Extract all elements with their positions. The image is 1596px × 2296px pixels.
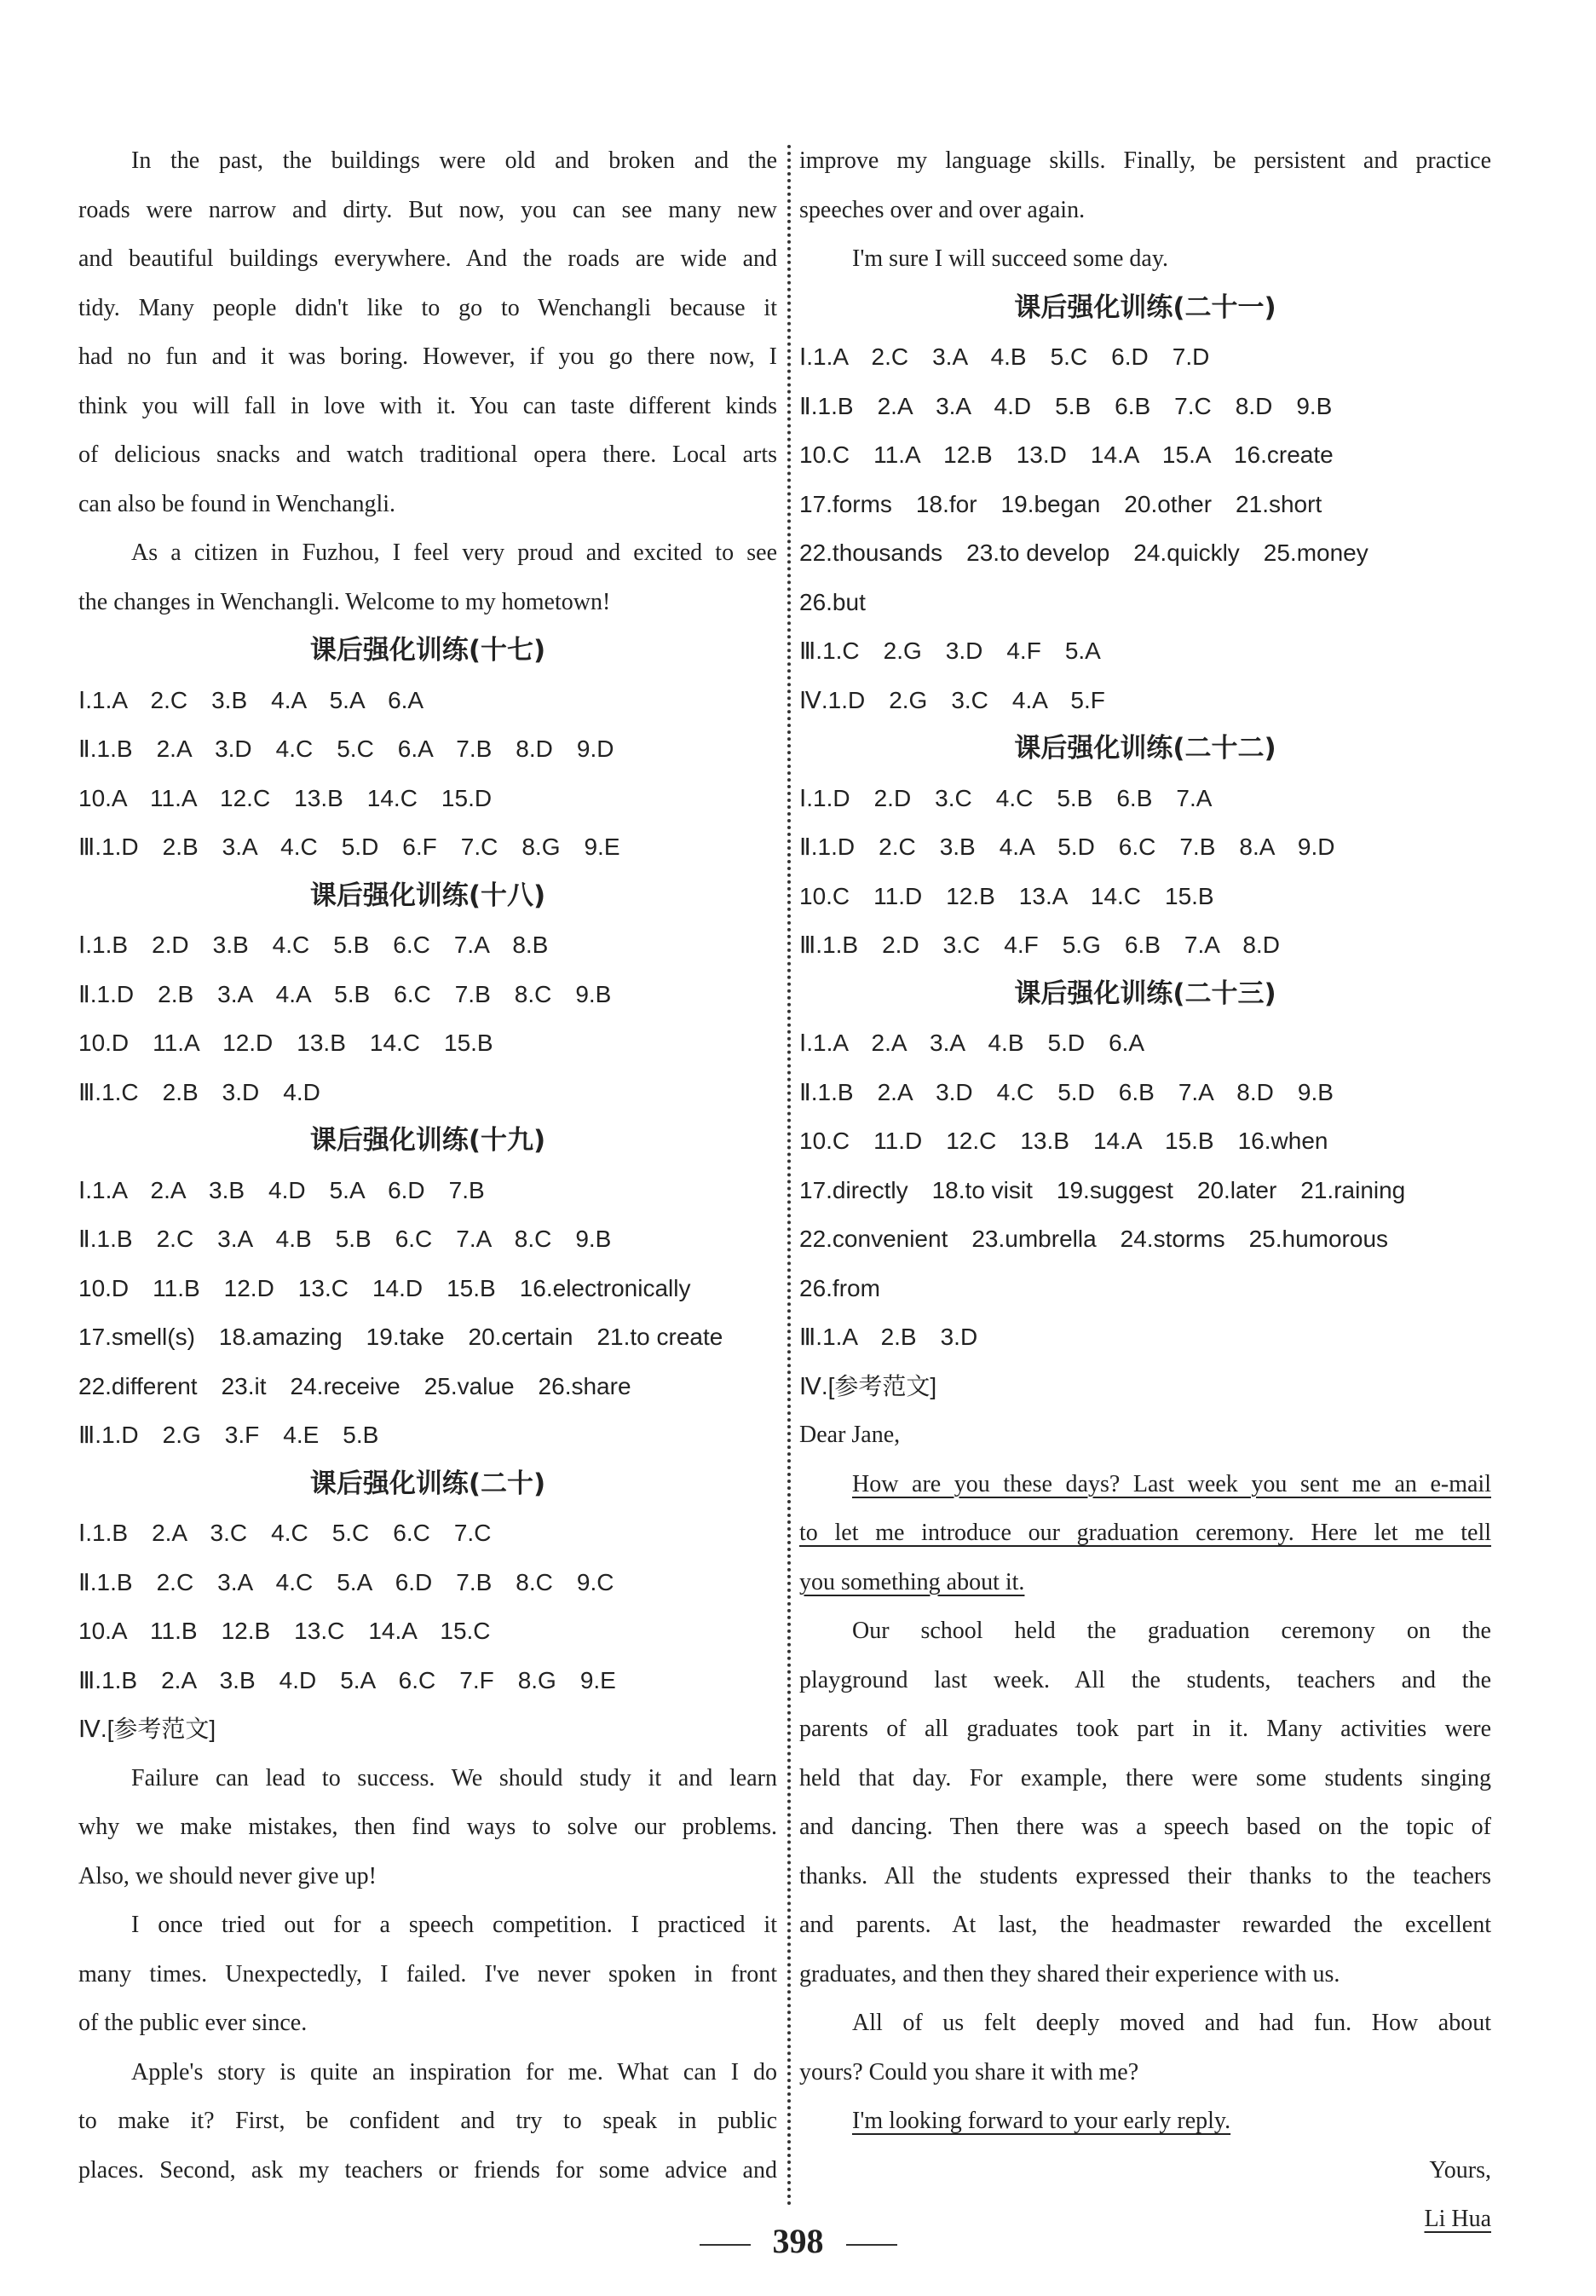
answer-row: Ⅰ.1.A 2.A 3.B 4.D 5.A 6.D 7.B [78, 1176, 485, 1203]
footer-dash [700, 2244, 751, 2246]
letter-line: and dancing. Then there was a speech based on the topic of [799, 1814, 1491, 1840]
answer-row: Ⅲ.1.D 2.B 3.A 4.C 5.D 6.F 7.C 8.G 9.E [78, 834, 620, 860]
answer-row: Ⅰ.1.B 2.A 3.C 4.C 5.C 6.C 7.C [78, 1520, 492, 1546]
answer-row: Ⅲ.1.C 2.B 3.D 4.D [78, 1078, 320, 1105]
letter [799, 1410, 1491, 2244]
page-number: 398 [772, 2222, 824, 2260]
text-line: of the public ever since. [78, 2010, 308, 2036]
text-line: Apple's story is quite an inspiration for me. What can I do [131, 2058, 777, 2085]
text-line: I once tried out for a speech competition. I practiced it [131, 1912, 777, 1938]
letter-line: to let me introduce our graduation ceremony. Here let me tell [799, 1520, 1491, 1546]
essay-hometown [78, 136, 777, 626]
letter-line: Our school held the graduation ceremony on the [852, 1618, 1491, 1644]
text-line: think you will fall in love with it. You can taste different kinds [78, 392, 777, 419]
answer-row: 10.C 11.A 12.B 13.D 14.A 15.A 16.create [799, 441, 1334, 468]
letter-line: yours? Could you share it with me? [799, 2058, 1139, 2085]
text-line: speeches over and over again. [799, 196, 1086, 223]
answer-row: 22.convenient 23.umbrella 24.storms 25.humorous [799, 1226, 1389, 1252]
answer-row: Ⅲ.1.B 2.D 3.C 4.F 5.G 6.B 7.A 8.D [799, 932, 1280, 958]
text-line: and beautiful buildings everywhere. And the roads are wide and [78, 245, 777, 272]
answer-row: 26.but [799, 588, 866, 615]
section-title: 课后强化训练(十九) [309, 1125, 546, 1156]
letter-greeting: Dear Jane, [799, 1422, 901, 1448]
text-line: to make it? First, be confident and try to speak in public [78, 2108, 777, 2134]
answer-row: Ⅱ.1.B 2.C 3.A 4.B 5.B 6.C 7.A 8.C 9.B [78, 1226, 612, 1252]
answer-row: Ⅰ.1.A 2.C 3.A 4.B 5.C 6.D 7.D [799, 343, 1210, 370]
section-title: 课后强化训练(二十) [309, 1468, 546, 1499]
answer-row: 10.C 11.D 12.C 13.B 14.A 15.B 16.when [799, 1128, 1328, 1154]
answer-row: Ⅱ.1.B 2.C 3.A 4.C 5.A 6.D 7.B 8.C 9.C [78, 1568, 614, 1595]
text-line: Also, we should never give up! [78, 1862, 377, 1889]
letter-signoff: Yours, [1429, 2156, 1491, 2184]
text-line: I'm sure I will succeed some day. [852, 245, 1168, 272]
answer-row: Ⅰ.1.A 2.A 3.A 4.B 5.D 6.A [799, 1030, 1145, 1056]
left-column [78, 136, 777, 2195]
section-title: 课后强化训练(二十二) [1014, 733, 1276, 764]
answer-row: 10.D 11.B 12.D 13.C 14.D 15.B 16.electronically [78, 1274, 691, 1301]
reference-essay-label: Ⅳ.[参考范文] [799, 1372, 937, 1399]
answer-row: Ⅰ.1.B 2.D 3.B 4.C 5.B 6.C 7.A 8.B [78, 932, 549, 958]
letter-line: you something about it. [799, 1568, 1025, 1595]
letter-line: graduates, and then they shared their experience with us. [799, 1960, 1340, 1987]
letter-line: parents of all graduates took part in it. Many activities were [799, 1716, 1491, 1742]
answer-row: Ⅲ.1.D 2.G 3.F 4.E 5.B [78, 1422, 379, 1448]
answer-row: Ⅱ.1.B 2.A 3.D 4.C 5.D 6.B 7.A 8.D 9.B [799, 1078, 1334, 1105]
answer-row: Ⅲ.1.A 2.B 3.D [799, 1324, 978, 1350]
answer-row: Ⅱ.1.B 2.A 3.A 4.D 5.B 6.B 7.C 8.D 9.B [799, 392, 1333, 419]
right-column [799, 136, 1491, 2244]
text-line: As a citizen in Fuzhou, I feel very proud and excited to see [131, 539, 777, 566]
reference-essay-label: Ⅳ.[参考范文] [78, 1716, 216, 1742]
essay-failure [78, 1754, 777, 2195]
text-line: In the past, the buildings were old and broken and the [131, 147, 777, 174]
text-line: places. Second, ask my teachers or friends for some advice and [78, 2156, 777, 2184]
answer-row: 10.A 11.A 12.C 13.B 14.C 15.D [78, 784, 493, 811]
letter-line: All of us felt deeply moved and had fun. How about [852, 2010, 1491, 2036]
letter-line: thanks. All the students expressed their thanks to the teachers [799, 1862, 1491, 1889]
text-line: had no fun and it was boring. However, if you go there now, I [78, 343, 777, 370]
section-title: 课后强化训练(二十三) [1014, 978, 1276, 1009]
letter-line: and parents. At last, the headmaster rewarded the excellent [799, 1912, 1491, 1938]
letter-signature: Li Hua [1424, 2206, 1491, 2232]
answer-row: Ⅰ.1.D 2.D 3.C 4.C 5.B 6.B 7.A [799, 784, 1213, 811]
answer-row: Ⅱ.1.D 2.C 3.B 4.A 5.D 6.C 7.B 8.A 9.D [799, 834, 1335, 860]
answer-row: 22.different 23.it 24.receive 25.value 26.share [78, 1372, 631, 1399]
letter-closing: I'm looking forward to your early reply. [852, 2108, 1231, 2134]
text-line: improve my language skills. Finally, be persistent and practice [799, 147, 1491, 174]
answer-row: 10.D 11.A 12.D 13.B 14.C 15.B [78, 1030, 493, 1056]
letter-line: playground last week. All the students, teachers and the [799, 1666, 1491, 1693]
answer-row: 17.smell(s) 18.amazing 19.take 20.certain 21.to create [78, 1324, 723, 1350]
answer-row: 17.directly 18.to visit 19.suggest 20.later 21.raining [799, 1176, 1406, 1203]
answer-row: 10.C 11.D 12.B 13.A 14.C 15.B [799, 882, 1214, 909]
footer-dash [846, 2244, 897, 2246]
section-title: 课后强化训练(十八) [309, 880, 546, 911]
answer-row: 26.from [799, 1274, 880, 1301]
answer-row: 10.A 11.B 12.B 13.C 14.A 15.C [78, 1618, 491, 1644]
text-line: tidy. Many people didn't like to go to Wenchangli because it [78, 294, 777, 321]
answer-row: Ⅱ.1.D 2.B 3.A 4.A 5.B 6.C 7.B 8.C 9.B [78, 980, 612, 1007]
page-footer [0, 2221, 1596, 2261]
text-line: of delicious snacks and watch traditional opera there. Local arts [78, 441, 777, 468]
text-line: can also be found in Wenchangli. [78, 490, 396, 517]
section-title: 课后强化训练(十七) [309, 635, 546, 666]
answer-row: 17.forms 18.for 19.began 20.other 21.short [799, 490, 1322, 517]
answer-row: Ⅲ.1.C 2.G 3.D 4.F 5.A [799, 637, 1101, 664]
letter-line: How are you these days? Last week you sent me an e-mail [852, 1470, 1491, 1497]
section-title: 课后强化训练(二十一) [1014, 291, 1276, 323]
text-line: roads were narrow and dirty. But now, you can see many new [78, 196, 777, 223]
answer-row: Ⅳ.1.D 2.G 3.C 4.A 5.F [799, 686, 1105, 713]
answer-row: 22.thousands 23.to develop 24.quickly 25.money [799, 539, 1368, 566]
text-line: why we make mistakes, then find ways to solve our problems. [78, 1814, 777, 1840]
essay-continuation [799, 136, 1491, 284]
text-line: many times. Unexpectedly, I failed. I've never spoken in front [78, 1960, 777, 1987]
answer-row: Ⅱ.1.B 2.A 3.D 4.C 5.C 6.A 7.B 8.D 9.D [78, 736, 614, 762]
text-line: the changes in Wenchangli. Welcome to my hometown! [78, 588, 611, 615]
text-line: Failure can lead to success. We should study it and learn [131, 1764, 777, 1791]
column-divider [787, 145, 791, 2207]
answer-row: Ⅰ.1.A 2.C 3.B 4.A 5.A 6.A [78, 686, 424, 713]
answer-row: Ⅲ.1.B 2.A 3.B 4.D 5.A 6.C 7.F 8.G 9.E [78, 1666, 616, 1693]
letter-line: held that day. For example, there were some students singing [799, 1764, 1491, 1791]
